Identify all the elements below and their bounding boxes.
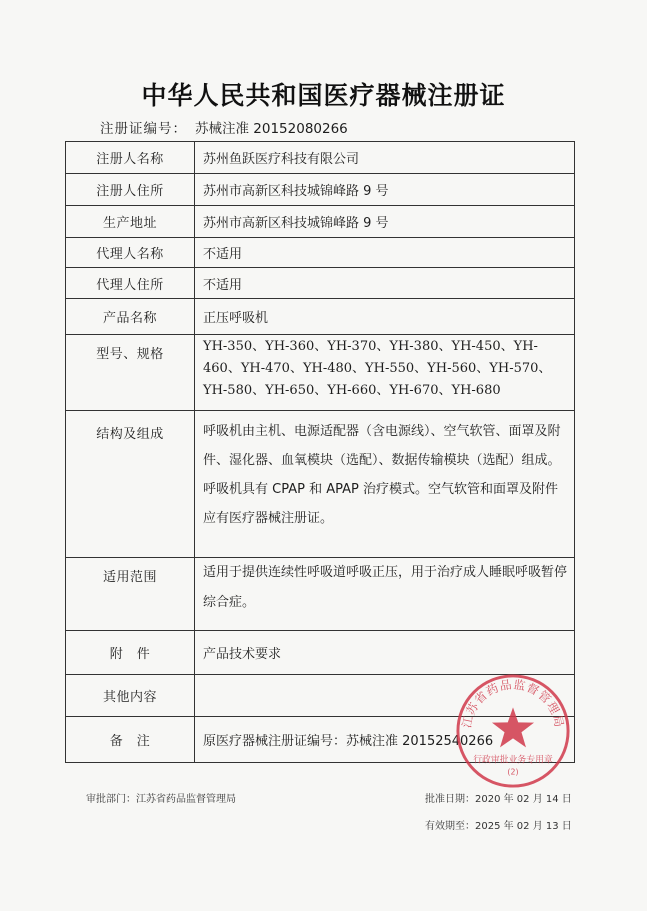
- row-value: 不适用: [195, 238, 575, 268]
- row-registrant-name: [66, 142, 575, 174]
- row-label: 附 件: [66, 631, 195, 675]
- row-production-address: [66, 206, 575, 238]
- row-label: 生产地址: [66, 206, 195, 238]
- row-scope: [66, 558, 575, 631]
- row-models: [66, 335, 575, 411]
- row-value: 适用于提供连续性呼吸道呼吸正压，用于治疗成人睡眠呼吸暂停综合症。: [195, 558, 575, 631]
- registration-number-line: [100, 117, 348, 137]
- valid-until-date: 有效期至：2025 年 02 月 13 日: [425, 821, 572, 832]
- document-title: 中华人民共和国医疗器械注册证: [141, 81, 506, 110]
- row-value: 苏州市高新区科技城锦峰路 9 号: [195, 174, 575, 206]
- row-registrant-address: [66, 174, 575, 206]
- approving-authority: 审批部门：江苏省药品监督管理局: [86, 794, 236, 805]
- row-label: 备 注: [66, 717, 195, 763]
- row-structure: [66, 411, 575, 558]
- row-label: 注册人名称: [66, 142, 195, 174]
- row-label: 其他内容: [66, 675, 195, 717]
- row-label: 结构及组成: [66, 411, 195, 558]
- row-value: 不适用: [195, 268, 575, 299]
- official-seal-stamp: [454, 672, 572, 790]
- row-value: 原医疗器械注册证编号：苏械注准 20152540266: [195, 717, 575, 763]
- row-agent-address: [66, 268, 575, 299]
- row-label: 代理人名称: [66, 238, 195, 268]
- row-label: 注册人住所: [66, 174, 195, 206]
- svg-text:行政审批业务专用章: 行政审批业务专用章: [473, 755, 553, 766]
- row-agent-name: [66, 238, 575, 268]
- row-product-name: [66, 299, 575, 335]
- row-label: 适用范围: [66, 558, 195, 631]
- certificate-table: [65, 141, 575, 766]
- svg-text:(2): (2): [507, 767, 519, 777]
- row-attachments: [66, 631, 575, 675]
- approval-date: 批准日期：2020 年 02 月 14 日: [425, 794, 572, 805]
- row-value: 苏州市高新区科技城锦峰路 9 号: [195, 206, 575, 238]
- row-label: 代理人住所: [66, 268, 195, 299]
- row-label: 产品名称: [66, 299, 195, 335]
- row-value: 正压呼吸机: [195, 299, 575, 335]
- registration-number-label: 注册证编号：: [100, 121, 187, 137]
- row-value: 产品技术要求: [195, 631, 575, 675]
- registration-number-value: 苏械注准 20152080266: [195, 121, 348, 137]
- row-value: 呼吸机由主机、电源适配器（含电源线）、空气软管、面罩及附件、湿化器、血氧模块（选配）、数据传输模块（选配）组成。呼吸机具有 CPAP 和 APAP 治疗模式。空气软管和面罩及附件应有医疗器械注册证。: [195, 411, 575, 558]
- row-value: YH-350、YH-360、YH-370、YH-380、YH-450、YH-460、YH-470、YH-480、YH-550、YH-560、YH-570、YH-580、YH-650、YH-660、YH-670、YH-680: [195, 335, 575, 411]
- row-value: 苏州鱼跃医疗科技有限公司: [195, 142, 575, 174]
- row-label: 型号、规格: [66, 335, 195, 411]
- svg-text:江苏省药品监督管理局: 江苏省药品监督管理局: [459, 677, 567, 730]
